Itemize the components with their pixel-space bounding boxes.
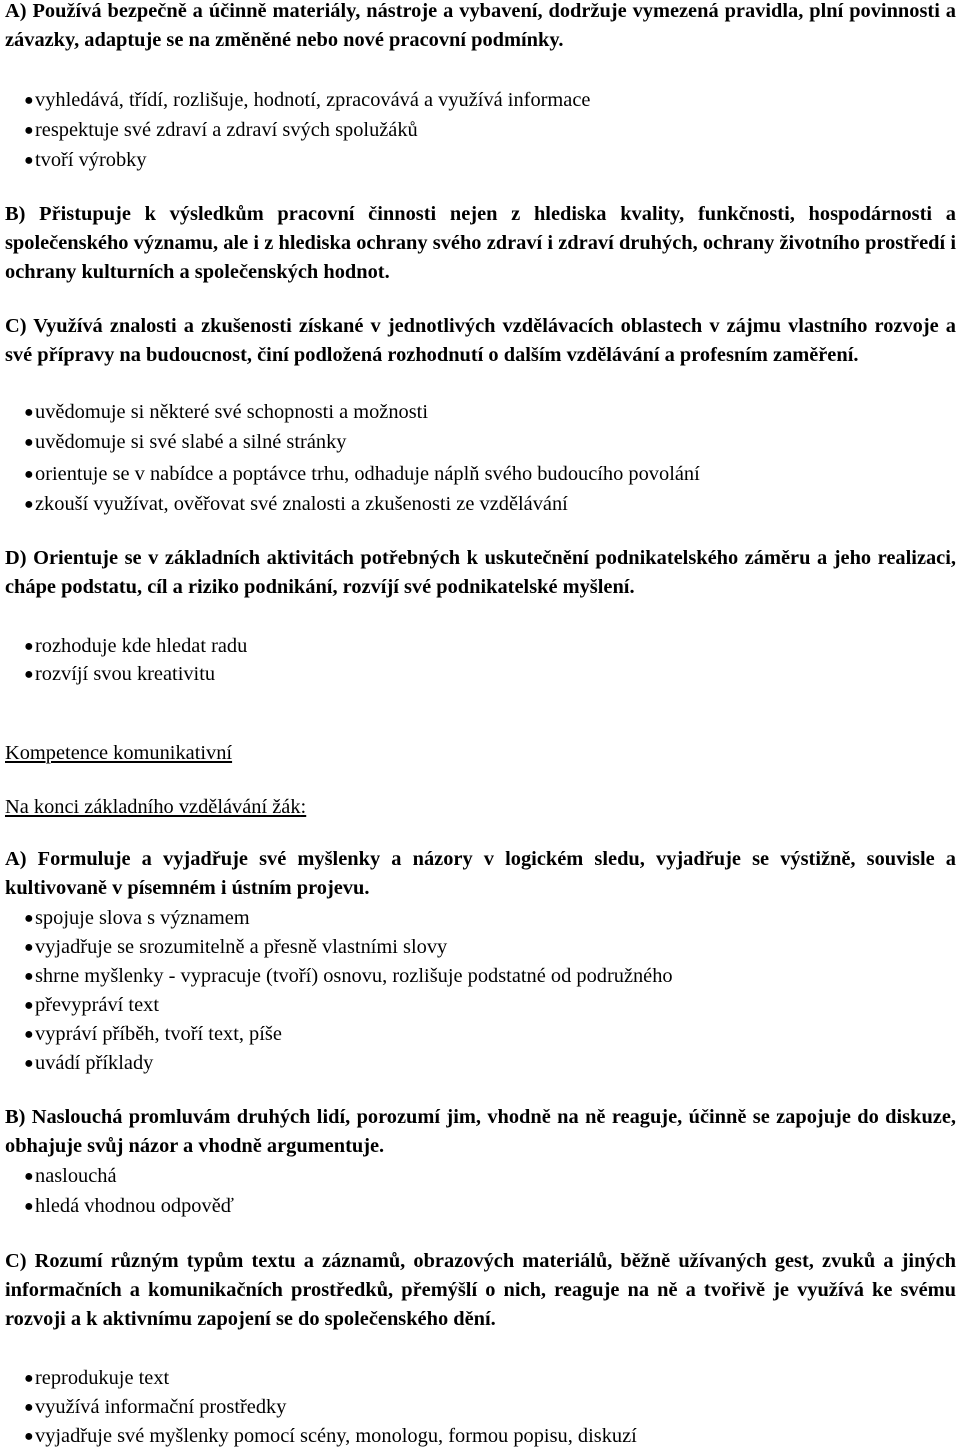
list-item: ●orientuje se v nabídce a poptávce trhu, odhaduje náplň svého budoucího povolání [24,460,700,489]
bullet-icon: ● [24,152,34,169]
bullet-icon: ● [24,1168,34,1185]
section-heading: Kompetence komunikativní [5,742,233,764]
list-item: ●hledá vhodnou odpověď [24,1192,234,1221]
communicative-b-paragraph: B) Naslouchá promluvám druhých lidí, porozumí jim, vhodně na ně reaguje, účinně se zapojuje do diskuze, obhajuje svůj názor a vhodně argumentuje. [5,1106,956,1157]
bullet-icon: ● [24,997,34,1014]
bullet-icon: ● [24,122,34,139]
list-item: ●rozvíjí svou kreativitu [24,660,215,689]
competence-a-paragraph: A) Používá bezpečně a účinně materiály, nástroje a vybavení, dodržuje vymezená pravidla, plní povinnosti a závazky, adaptuje se na změněné nebo nové pracovní podmínky. [5,0,956,51]
list-item: ●uvědomuje si některé své schopnosti a možnosti [24,398,428,427]
list-item: ●vyjadřuje své myšlenky pomocí scény, monologu, formou popisu, diskuzí [24,1422,637,1451]
bullet-icon: ● [24,1428,34,1445]
list-item: ●respektuje své zdraví a zdraví svých spolužáků [24,116,418,145]
bullet-icon: ● [24,1198,34,1215]
list-item: ●zkouší využívat, ověřovat své znalosti a zkušenosti ze vzdělávání [24,490,568,519]
list-item: ●převypráví text [24,991,159,1020]
bullet-icon: ● [24,496,34,513]
list-item: ●reprodukuje text [24,1364,169,1393]
list-item: ●uvědomuje si své slabé a silné stránky [24,428,346,457]
list-item: ●vyhledává, třídí, rozlišuje, hodnotí, zpracovává a využívá informace [24,86,590,115]
list-item: ●využívá informační prostředky [24,1393,286,1422]
communicative-c-paragraph: C) Rozumí různým typům textu a záznamů, obrazových materiálů, běžně užívaných gest, zvuků a jiných informačních a komunikačních prostředků, přemýšlí o nich, reaguje na ně a tvořivě je využívá ke svému rozvoji a k aktivnímu zapojení se do společenského dění. [5,1250,956,1330]
bullet-icon: ● [24,466,34,483]
bullet-icon: ● [24,638,34,655]
competence-b-paragraph: B) Přistupuje k výsledkům pracovní činnosti nejen z hlediska kvality, funkčnosti, hospodárnosti a společenského významu, ale i z hlediska ochrany svého zdraví i zdraví druhých, ochrany životního prostředí i ochrany kulturních a společenských hodnot. [5,203,956,283]
bullet-icon: ● [24,1370,34,1387]
bullet-icon: ● [24,92,34,109]
list-item: ●naslouchá [24,1162,117,1191]
list-item: ●tvoří výrobky [24,146,147,175]
list-item: ●vypráví příběh, tvoří text, píše [24,1020,282,1049]
list-item: ●vyjadřuje se srozumitelně a přesně vlastními slovy [24,933,447,962]
competence-c-paragraph: C) Využívá znalosti a zkušenosti získané v jednotlivých vzdělávacích oblastech v zájmu vlastního rozvoje a své přípravy na budoucnost, činí podložená rozhodnutí o dalším vzdělávání a profesním zaměření. [5,315,956,366]
bullet-icon: ● [24,1399,34,1416]
list-item: ●rozhoduje kde hledat radu [24,632,247,661]
bullet-icon: ● [24,939,34,956]
bullet-icon: ● [24,1055,34,1072]
communicative-a-paragraph: A) Formuluje a vyjadřuje své myšlenky a názory v logickém sledu, vyjadřuje se výstižně, souvisle a kultivovaně v písemném i ústním projevu. [5,848,956,899]
list-item: ●shrne myšlenky - vypracuje (tvoří) osnovu, rozlišuje podstatné od podružného [24,962,673,991]
list-item: ●spojuje slova s významem [24,904,250,933]
bullet-icon: ● [24,910,34,927]
list-item: ●uvádí příklady [24,1049,153,1078]
competence-d-paragraph: D) Orientuje se v základních aktivitách potřebných k uskutečnění podnikatelského záměru a jeho realizaci, chápe podstatu, cíl a riziko podnikání, rozvíjí své podnikatelské myšlení. [5,547,956,598]
bullet-icon: ● [24,666,34,683]
bullet-icon: ● [24,968,34,985]
bullet-icon: ● [24,404,34,421]
bullet-icon: ● [24,434,34,451]
section-subheading: Na konci základního vzdělávání žák: [5,796,307,818]
bullet-icon: ● [24,1026,34,1043]
